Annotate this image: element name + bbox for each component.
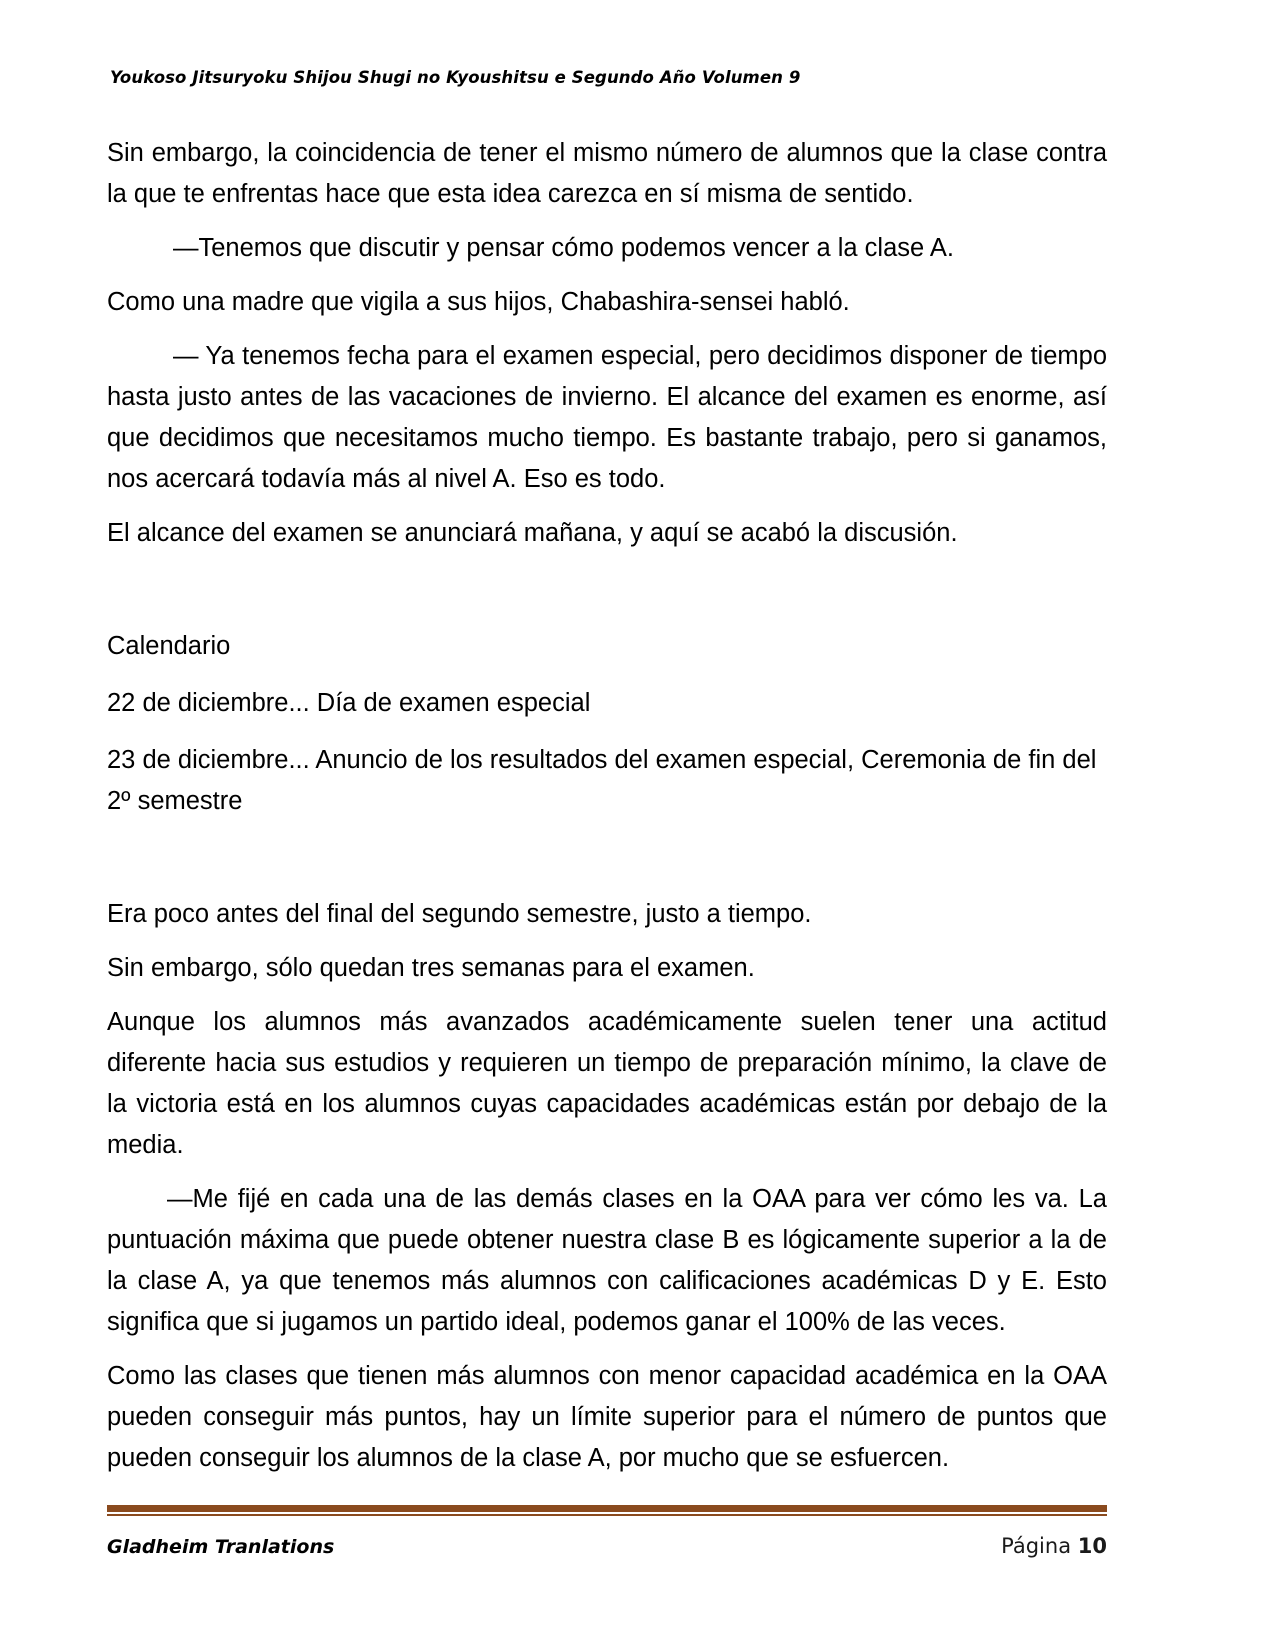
paragraph-spacer (107, 500, 1107, 513)
document-body (107, 133, 1107, 1479)
paragraph-3: Como una madre que vigila a sus hijos, Chabashira-sensei habló. (107, 288, 850, 316)
paragraph-7: Sin embargo, sólo quedan tres semanas para el examen. (107, 954, 755, 982)
paragraph-spacer (107, 935, 1107, 948)
paragraph-spacer (107, 667, 1107, 683)
paragraph-9-dialogue: —Me fijé en cada una de las demás clases en la OAA para ver cómo les va. La puntuación máxima que puede obtener nuestra clase B es lógicamente superior a la de la clase A, ya que tenemos más alumnos con calificaciones académicas D y E. Esto significa que si jugamos un partido ideal, podemos ganar el 100% de las veces. (107, 1185, 1107, 1336)
paragraph-spacer (107, 724, 1107, 740)
page-footer (107, 1505, 1107, 1558)
paragraph-8: Aunque los alumnos más avanzados académicamente suelen tener una actitud diferente hacia sus estudios y requieren un tiempo de preparación mínimo, la clave de la victoria está en los alumnos cuyas capacidades académicas están por debajo de la media. (107, 1008, 1107, 1159)
footer-brand: Gladheim Tranlations (107, 1536, 335, 1558)
footer-rule-thin (107, 1514, 1107, 1516)
paragraph-spacer (107, 269, 1107, 282)
section-spacer (107, 554, 1107, 626)
header-title: Youkoso Jitsuryoku Shijou Shugi no Kyoushitsu e Segundo Año Volumen 9 (110, 68, 801, 87)
paragraph-6: Era poco antes del final del segundo semestre, justo a tiempo. (107, 900, 812, 928)
calendar-entry-dec23: 23 de diciembre... Anuncio de los resultados del examen especial, Ceremonia de fin del 2º semestre (107, 746, 1097, 815)
paragraph-1: Sin embargo, la coincidencia de tener el mismo número de alumnos que la clase contra la que te enfrentas hace que esta idea carezca en sí misma de sentido. (107, 139, 1107, 208)
paragraph-spacer (107, 1343, 1107, 1356)
paragraph-5: El alcance del examen se anunciará mañana, y aquí se acabó la discusión. (107, 519, 958, 547)
page-header (110, 68, 1110, 87)
footer-page-indicator (1001, 1534, 1107, 1558)
paragraph-spacer (107, 215, 1107, 228)
section-spacer (107, 822, 1107, 894)
paragraph-2-dialogue: —Tenemos que discutir y pensar cómo podemos vencer a la clase A. (173, 234, 954, 262)
footer-row (107, 1534, 1107, 1558)
footer-page-label: Página (1001, 1534, 1072, 1558)
paragraph-spacer (107, 989, 1107, 1002)
calendar-entry-dec22: 22 de diciembre... Día de examen especial (107, 689, 591, 717)
paragraph-spacer (107, 1166, 1107, 1179)
calendar-heading: Calendario (107, 632, 231, 660)
paragraph-spacer (107, 323, 1107, 336)
footer-rule-thick (107, 1505, 1107, 1512)
paragraph-4-dialogue: — Ya tenemos fecha para el examen especial, pero decidimos disponer de tiempo hasta justo antes de las vacaciones de invierno. El alcance del examen es enorme, así que decidimos que necesitamos mucho tiempo. Es bastante trabajo, pero si ganamos, nos acercará todavía más al nivel A. Eso es todo. (107, 342, 1107, 493)
footer-page-number: 10 (1077, 1534, 1107, 1558)
paragraph-10: Como las clases que tienen más alumnos con menor capacidad académica en la OAA pueden conseguir más puntos, hay un límite superior para el número de puntos que pueden conseguir los alumnos de la clase A, por mucho que se esfuercen. (107, 1362, 1107, 1472)
